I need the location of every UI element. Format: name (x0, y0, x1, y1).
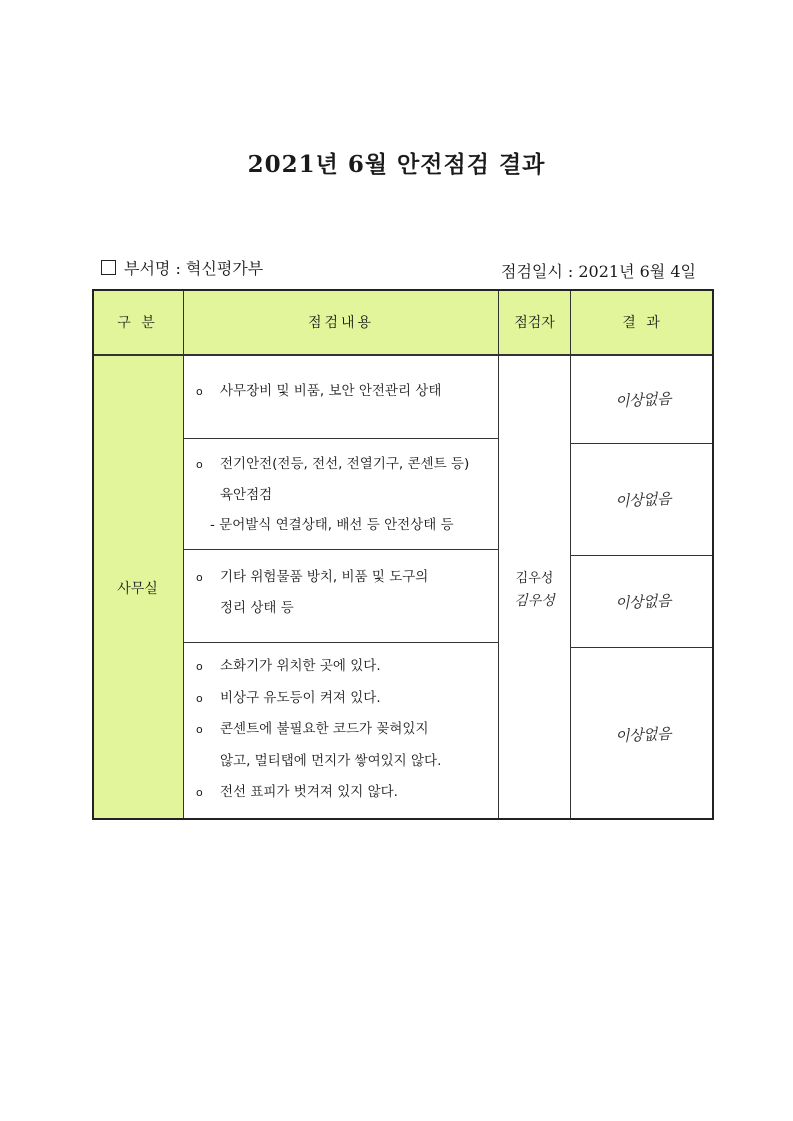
header-inspector: 점검자 (499, 289, 571, 356)
inspector-name: 김우성 (515, 570, 554, 586)
header-result: 결 과 (571, 289, 714, 356)
content-line: o 기타 위험물품 방치, 비품 및 도구의 (196, 562, 488, 593)
content-line: o 콘센트에 불필요한 코드가 꽂혀있지 (196, 714, 488, 746)
result-handwriting: 이상없음 (614, 724, 671, 745)
department-line (101, 256, 263, 279)
circle-bullet-icon: o (196, 660, 203, 673)
circle-bullet-icon: o (196, 385, 203, 398)
content-line: 정리 상태 등 (220, 600, 294, 616)
circle-bullet-icon: o (196, 691, 203, 705)
header-category: 구 분 (92, 289, 184, 356)
content-line: o 전기안전(전등, 전선, 전열기구, 콘센트 등) (196, 449, 488, 480)
category-cell: 사무실 (92, 356, 184, 820)
inspection-date: 점검일시 : 2021년 6월 4일 (500, 262, 696, 281)
result-handwriting: 이상없음 (614, 389, 671, 411)
circle-bullet-icon: o (196, 458, 203, 471)
page-title: 2021년 6월 안전점검 결과 (247, 151, 546, 178)
header-content: 점검내용 (184, 289, 499, 356)
content-line: 육안점검 (220, 487, 273, 503)
circle-bullet-icon: o (196, 786, 203, 799)
content-line: 않고, 멀티탭에 먼지가 쌓여있지 않다. (220, 752, 442, 769)
inspection-table (92, 289, 714, 820)
result-handwriting: 이상없음 (614, 591, 671, 613)
content-line: o 비상구 유도등이 켜져 있다. (196, 683, 488, 715)
table-frame (92, 289, 714, 820)
content-line: o 사무장비 및 비품, 보안 안전관리 상태 (196, 376, 488, 407)
circle-bullet-icon: o (196, 571, 203, 584)
checkbox-icon (101, 260, 116, 275)
result-handwriting: 이상없음 (614, 489, 671, 511)
inspector-signature: 김우성 (514, 592, 555, 609)
circle-bullet-icon: o (196, 723, 203, 736)
content-line: o 전선 표피가 벗겨져 있지 않다. (196, 777, 488, 809)
content-line: - 문어발식 연결상태, 배선 등 안전상태 등 (210, 517, 454, 533)
department-label: 부서명 : 혁신평가부 (124, 259, 264, 278)
content-line: o 소화기가 위치한 곳에 있다. (196, 651, 488, 683)
